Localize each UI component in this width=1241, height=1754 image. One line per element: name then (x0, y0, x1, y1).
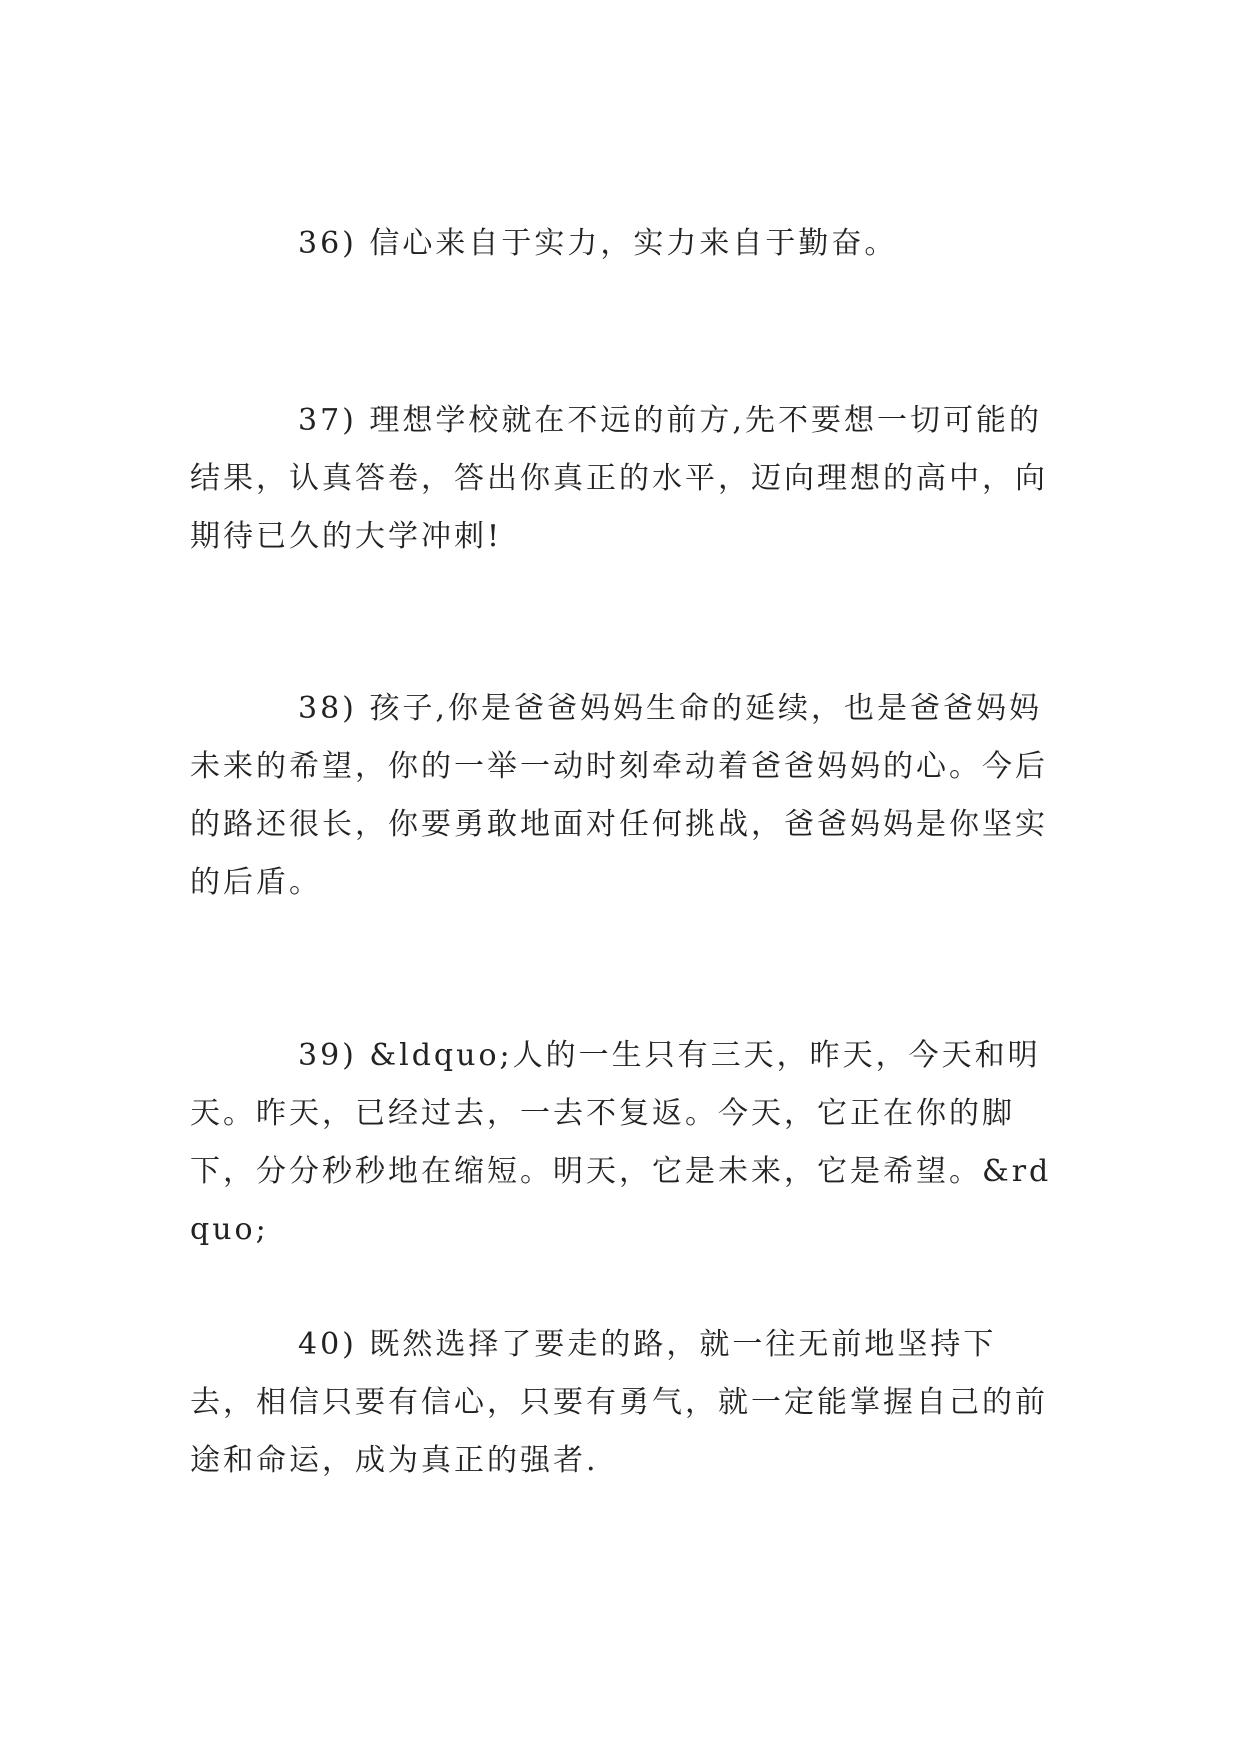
paragraph-36: 36) 信心来自于实力，实力来自于勤奋。 (298, 226, 898, 261)
paragraph-37: 37) 理想学校就在不远的前方,先不要想一切可能的结果，认真答卷，答出你真正的水平，迈向理想的高中，向期待已久的大学冲刺! (190, 403, 1048, 554)
paragraph-39: 39) &ldquo;人的一生只有三天，昨天，今天和明天。昨天，已经过去，一去不复返。今天，它正在你的脚下，分分秒秒地在缩短。明天，它是未来，它是希望。&rdquo; (190, 1038, 1052, 1247)
paragraph-40: 40) 既然选择了要走的路，就一往无前地坚持下去，相信只要有信心，只要有勇气，就一定能掌握自己的前途和命运，成为真正的强者. (190, 1327, 1048, 1478)
paragraph-38: 38) 孩子,你是爸爸妈妈生命的延续，也是爸爸妈妈未来的希望，你的一举一动时刻牵动着爸爸妈妈的心。今后的路还很长，你要勇敢地面对任何挑战，爸爸妈妈是你坚实的后盾。 (190, 691, 1048, 900)
